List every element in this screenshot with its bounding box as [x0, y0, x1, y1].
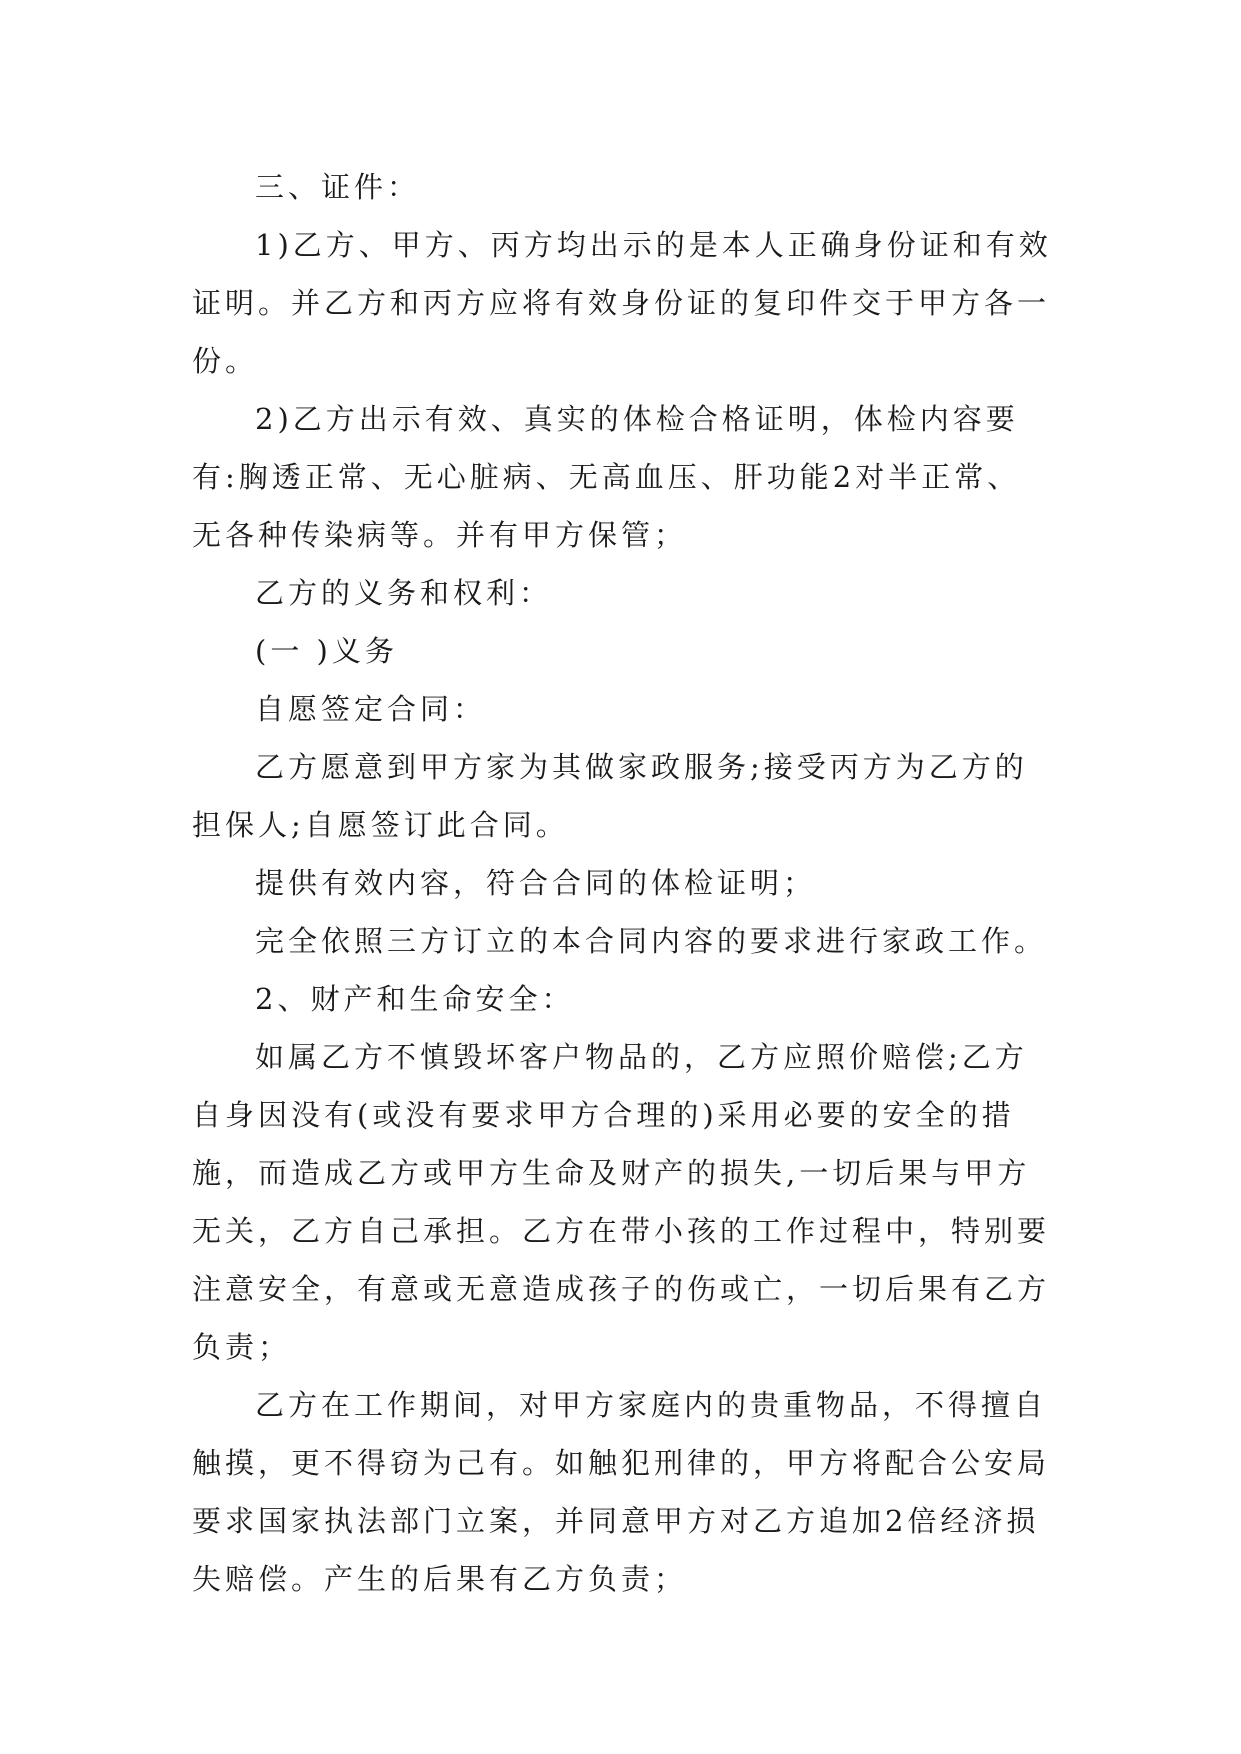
contract-body — [192, 158, 1052, 1608]
paragraph-willingness: 乙方愿意到甲方家为其做家政服务;接受丙方为乙方的担保人;自愿签订此合同。 — [192, 750, 1028, 842]
paragraph-valuables: 乙方在工作期间，对甲方家庭内的贵重物品，不得擅自触摸，更不得窃为己有。如触犯刑律的，甲方将配合公安局要求国家执法部门立案，并同意甲方对乙方追加2倍经济损失赔偿。产生的后果有乙方负责； — [192, 1388, 1051, 1596]
paragraph-id-proof: 1)乙方、甲方、丙方均出示的是本人正确身份证和有效证明。并乙方和丙方应将有效身份证的复印件交于甲方各一份。 — [192, 228, 1052, 378]
paragraph-provide-proof: 提供有效内容，符合合同的体检证明； — [255, 866, 817, 900]
subheading-voluntary-signing: 自愿签定合同： — [255, 692, 487, 726]
paragraph-health-check: 2)乙方出示有效、真实的体检合格证明，体检内容要有:胸透正常、无心脏病、无高血压、肝功能2对半正常、无各种传染病等。并有甲方保管； — [192, 402, 1021, 552]
subheading-property-safety: 2、财产和生命安全： — [255, 982, 575, 1016]
paragraph-damage-liability: 如属乙方不慎毁坏客户物品的，乙方应照价赔偿;乙方自身因没有(或没有要求甲方合理的)采用必要的安全的措施，而造成乙方或甲方生命及财产的损失,一切后果与甲方无关，乙方自己承担。乙方在带小孩的工作过程中，特别要注意安全，有意或无意造成孩子的伤或亡，一切后果有乙方负责； — [192, 1040, 1051, 1364]
section-heading-certificates: 三、证件： — [255, 170, 421, 204]
section-heading-obligations-rights: 乙方的义务和权利： — [255, 576, 553, 610]
paragraph-follow-contract: 完全依照三方订立的本合同内容的要求进行家政工作。 — [255, 924, 1048, 958]
subheading-obligations: (一 )义务 — [255, 634, 398, 668]
